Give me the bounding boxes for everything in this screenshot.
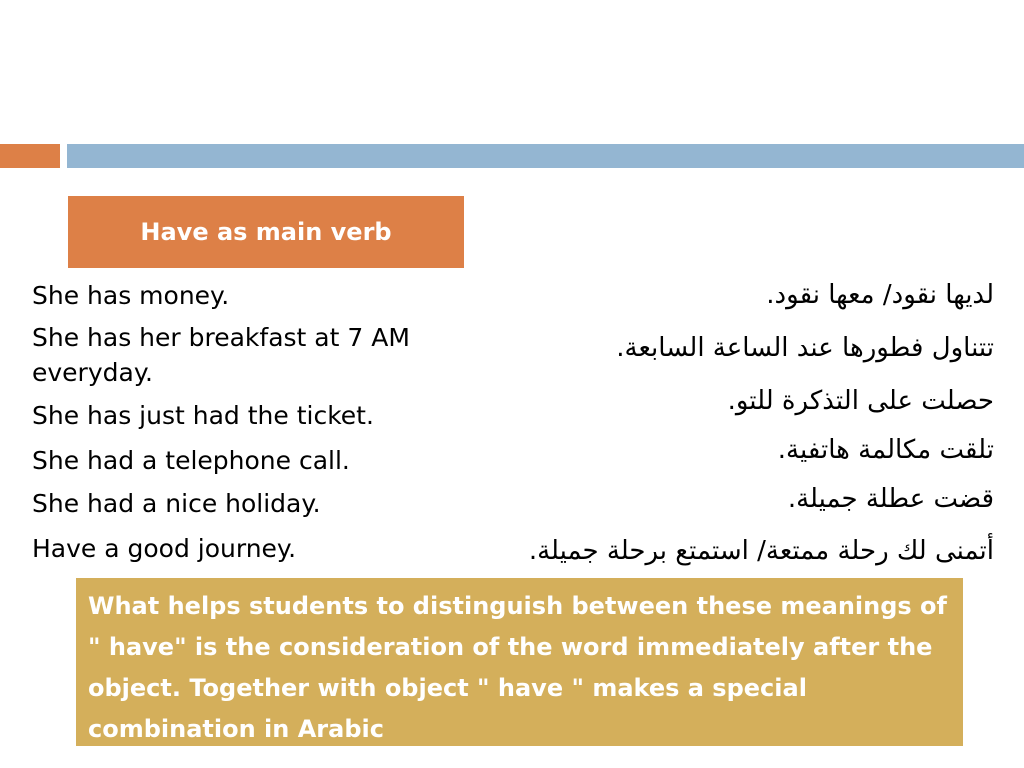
accent-bar-blue — [67, 144, 1024, 168]
english-sentence: everyday. — [32, 358, 153, 387]
arabic-sentence: تلقت مكالمة هاتفية. — [777, 435, 994, 465]
arabic-sentence: أتمنى لك رحلة ممتعة/ استمتع برحلة جميلة. — [528, 536, 994, 566]
section-title: Have as main verb — [140, 218, 392, 246]
english-sentence: She has money. — [32, 281, 230, 310]
accent-bar-orange — [0, 144, 60, 168]
explanation-note-text: What helps students to distinguish between these meanings of " have" is the consideration of the word immediately after the object. Together with object " have " makes a special combination in Arabic — [88, 592, 947, 743]
arabic-sentence: لديها نقود/ معها نقود. — [766, 280, 994, 310]
section-title-box — [68, 196, 464, 268]
explanation-note-box — [76, 578, 963, 746]
english-sentence: She had a nice holiday. — [32, 489, 321, 518]
english-sentence: Have a good journey. — [32, 534, 297, 563]
arabic-sentence: قضت عطلة جميلة. — [787, 484, 994, 514]
english-sentence: She has her breakfast at 7 AM — [32, 323, 410, 352]
english-sentence: She has just had the ticket. — [32, 401, 374, 430]
arabic-sentence: حصلت على التذكرة للتو. — [727, 386, 994, 416]
arabic-sentence: تتناول فطورها عند الساعة السابعة. — [616, 333, 994, 363]
english-sentence: She had a telephone call. — [32, 446, 350, 475]
